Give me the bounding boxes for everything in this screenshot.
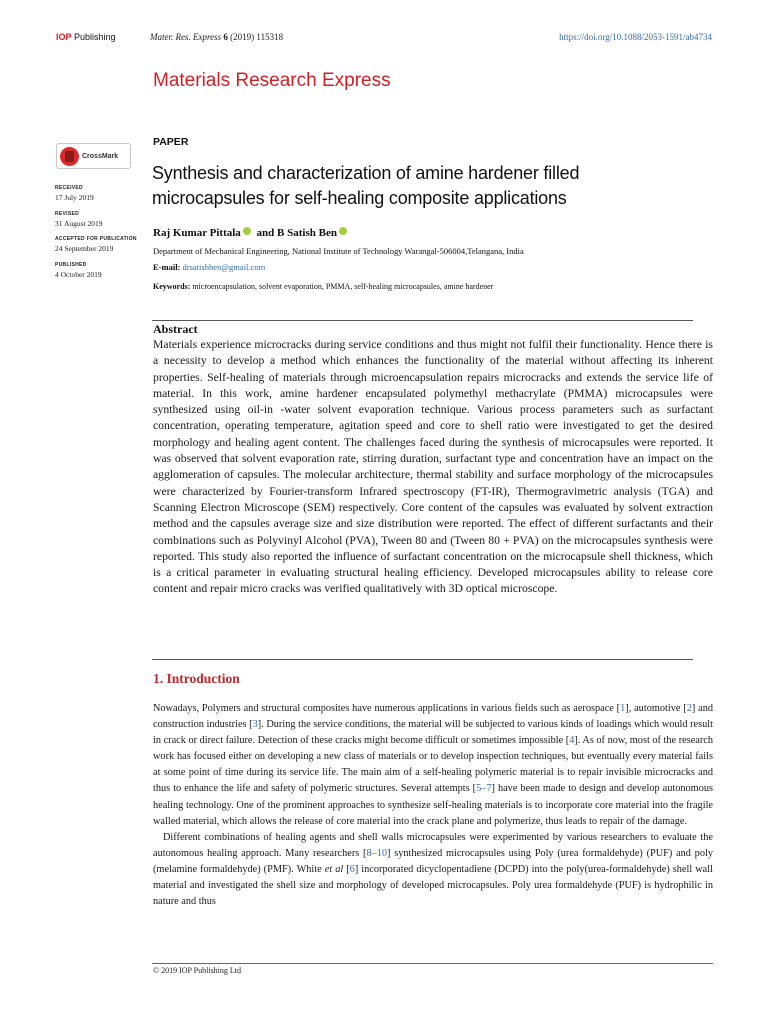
article-title <box>152 161 712 211</box>
citation-link[interactable]: 3 <box>252 719 258 731</box>
citation <box>150 32 283 42</box>
history-label-revised: REVISED <box>55 211 80 217</box>
introduction-body <box>153 701 713 910</box>
history-date-received: 17 July 2019 <box>55 193 94 202</box>
abstract-text: Materials experience microcracks during service conditions and thus might not fulfil their functionality. Hence there is a necessity to develop a method which enhances the functionality of the material without affecting its inherent properties. Self-healing of materials through microencapsulation repairs microcracks and extends the service life of material. In this work, amine hardener encapsulated polymethyl methacrylate (PMMA) microcapsules were synthesized using oil-in -water solvent evaporation technique. Various process parameters such as surfactant concentration, operating temperature, agitation speed and core to shell ratio were investigated to get the desired morphology and healing agent content. The challenges faced during the synthesis of microcapsules were reported. It was observed that solvent evaporation rate, stirring duration, surfactant type and concentration have an impact on the agglomeration of capsules. The molecular architecture, thermal stability and surface morphology of the microcapsules were characterized by Fourier-transform Infrared spectroscopy (FT-IR), Thermogravimetric analysis (TGA) and Scanning Electron Microscope (SEM) respectively. Core content of the capsules was evaluated by solvent extraction method and the capsules average size and size distribution were reported. The effect of different surfactants and their combinations such as Polyvinyl Alcohol (PVA), Tween 80 and (Tween 80 + PVA) on the microcapsules synthesis were reported. This study also reported the influence of surfactant concentration on the microcapsule shell thickness, which is a critical parameter in evaluating structural healing efficiency. Developed microcapsules ability to release core content and repair micro cracks was verified qualitatively with 3D optical microscope. <box>153 338 713 596</box>
history-date-revised: 31 August 2019 <box>55 219 103 228</box>
text-run: ]. During the service conditions, the material will be subjected to various kinds of loadings which would result in crack or direct failure. Detection of these cracks might become difficult or sometimes impossible [ <box>153 719 713 747</box>
citation-link[interactable]: 6 <box>349 863 355 875</box>
history-label-received: RECEIVED <box>55 185 83 191</box>
introduction-heading: 1. Introduction <box>153 671 240 686</box>
email-label: E-mail: <box>153 262 181 272</box>
author-list <box>153 227 350 239</box>
history-date-published: 4 October 2019 <box>55 270 102 279</box>
citation-link[interactable]: 5–7 <box>476 783 492 795</box>
text-run: Different combinations of healing agents and shell walls microcapsules were experimented by various researchers to evaluate the autonomous healing approach. Many researchers [ <box>153 831 713 859</box>
text-run: ], automotive [ <box>625 703 687 714</box>
intro-paragraph-2 <box>153 830 713 910</box>
orcid-icon[interactable] <box>339 227 347 235</box>
keywords-label: Keywords: <box>153 282 191 291</box>
text-run: ] and construction industries [ <box>153 703 713 731</box>
journal-abbrev: Mater. Res. Express <box>150 32 222 42</box>
journal-year-page: (2019) 115318 <box>230 32 284 42</box>
journal-name: Materials Research Express <box>153 70 391 91</box>
citation-link[interactable]: 1 <box>620 703 626 714</box>
publisher-logo <box>56 32 116 42</box>
footer-rule <box>152 963 713 964</box>
text-run: ] synthesized microcapsules using Poly (urea formaldehyde) (PUF) and poly (melamine formaldehyde) (PMF). White <box>153 847 713 875</box>
citation-link[interactable]: 2 <box>686 703 692 714</box>
text-run: ] have been made to design and develop autonomous healing technology. One of the prominent approaches to synthesize self-healing materials is to incorporate core material into the fragile walled material, which allows the release of core material into the crack plane and polymerize, thus leads to repair of the damage. <box>153 783 713 827</box>
crossmark-icon <box>60 147 79 166</box>
history-label-published: PUBLISHED <box>55 262 87 268</box>
text-run: ] incorporated dicyclopentadiene (DCPD) into the poly(urea-formaldehyde) shell wall material and investigated the shell size and morphology of developed microcapsules. Poly urea formaldehyde (PUF) is hydrophilic in nature and thus <box>153 863 713 908</box>
text-run: ]. As of now, most of the research work has focused either on developing a new class of materials or to develop inspection techniques, but eventually every material fails at some point of time during its service life. The main aim of a self-healing polymeric material is to repair invisible microcracks and thus to enhance the life and safety of polymeric structures. Several attempts [ <box>153 735 714 795</box>
article-type: PAPER <box>153 136 189 148</box>
affiliation: Department of Mechanical Engineering, National Institute of Technology Warangal-506004,Telangana, India <box>153 246 524 256</box>
publisher-brand: IOP <box>56 32 72 42</box>
crossmark-label: CrossMark <box>82 152 119 160</box>
crossmark-badge[interactable] <box>56 143 131 169</box>
history-date-accepted: 24 September 2019 <box>55 244 114 253</box>
author-2: and B Satish Ben <box>256 227 337 239</box>
keywords: microencapsulation, solvent evaporation, PMMA, self-healing microcapsules, amine hardener <box>192 282 494 291</box>
publisher-name: Publishing <box>71 32 116 42</box>
text-run: [ <box>343 863 350 875</box>
journal-volume: 6 <box>223 32 228 42</box>
email-line <box>153 262 265 272</box>
author-1: Raj Kumar Pittala <box>153 227 241 239</box>
keywords-line <box>153 282 493 291</box>
orcid-icon[interactable] <box>243 227 251 235</box>
footer-copyright: © 2019 IOP Publishing Ltd <box>153 966 242 975</box>
intro-paragraph-1 <box>153 701 713 830</box>
email-link[interactable]: drsatishben@gmail.com <box>182 262 266 272</box>
citation-link[interactable]: 4 <box>569 735 575 747</box>
citation-link[interactable]: 8–10 <box>366 847 388 859</box>
title-line-2: microcapsules for self-healing composite applications <box>152 188 567 208</box>
doi-link[interactable]: https://doi.org/10.1088/2053-1591/ab4734 <box>559 32 712 42</box>
abstract-heading: Abstract <box>153 322 198 336</box>
title-line-1: Synthesis and characterization of amine hardener filled <box>152 163 580 183</box>
et-al: et al <box>324 863 344 875</box>
history-label-accepted: ACCEPTED FOR PUBLICATION <box>55 236 137 242</box>
abstract-top-rule <box>152 320 693 321</box>
abstract-bottom-rule <box>152 659 693 660</box>
text-run: Nowadays, Polymers and structural composites have numerous applications in various fields such as aerospace [ <box>153 703 621 714</box>
